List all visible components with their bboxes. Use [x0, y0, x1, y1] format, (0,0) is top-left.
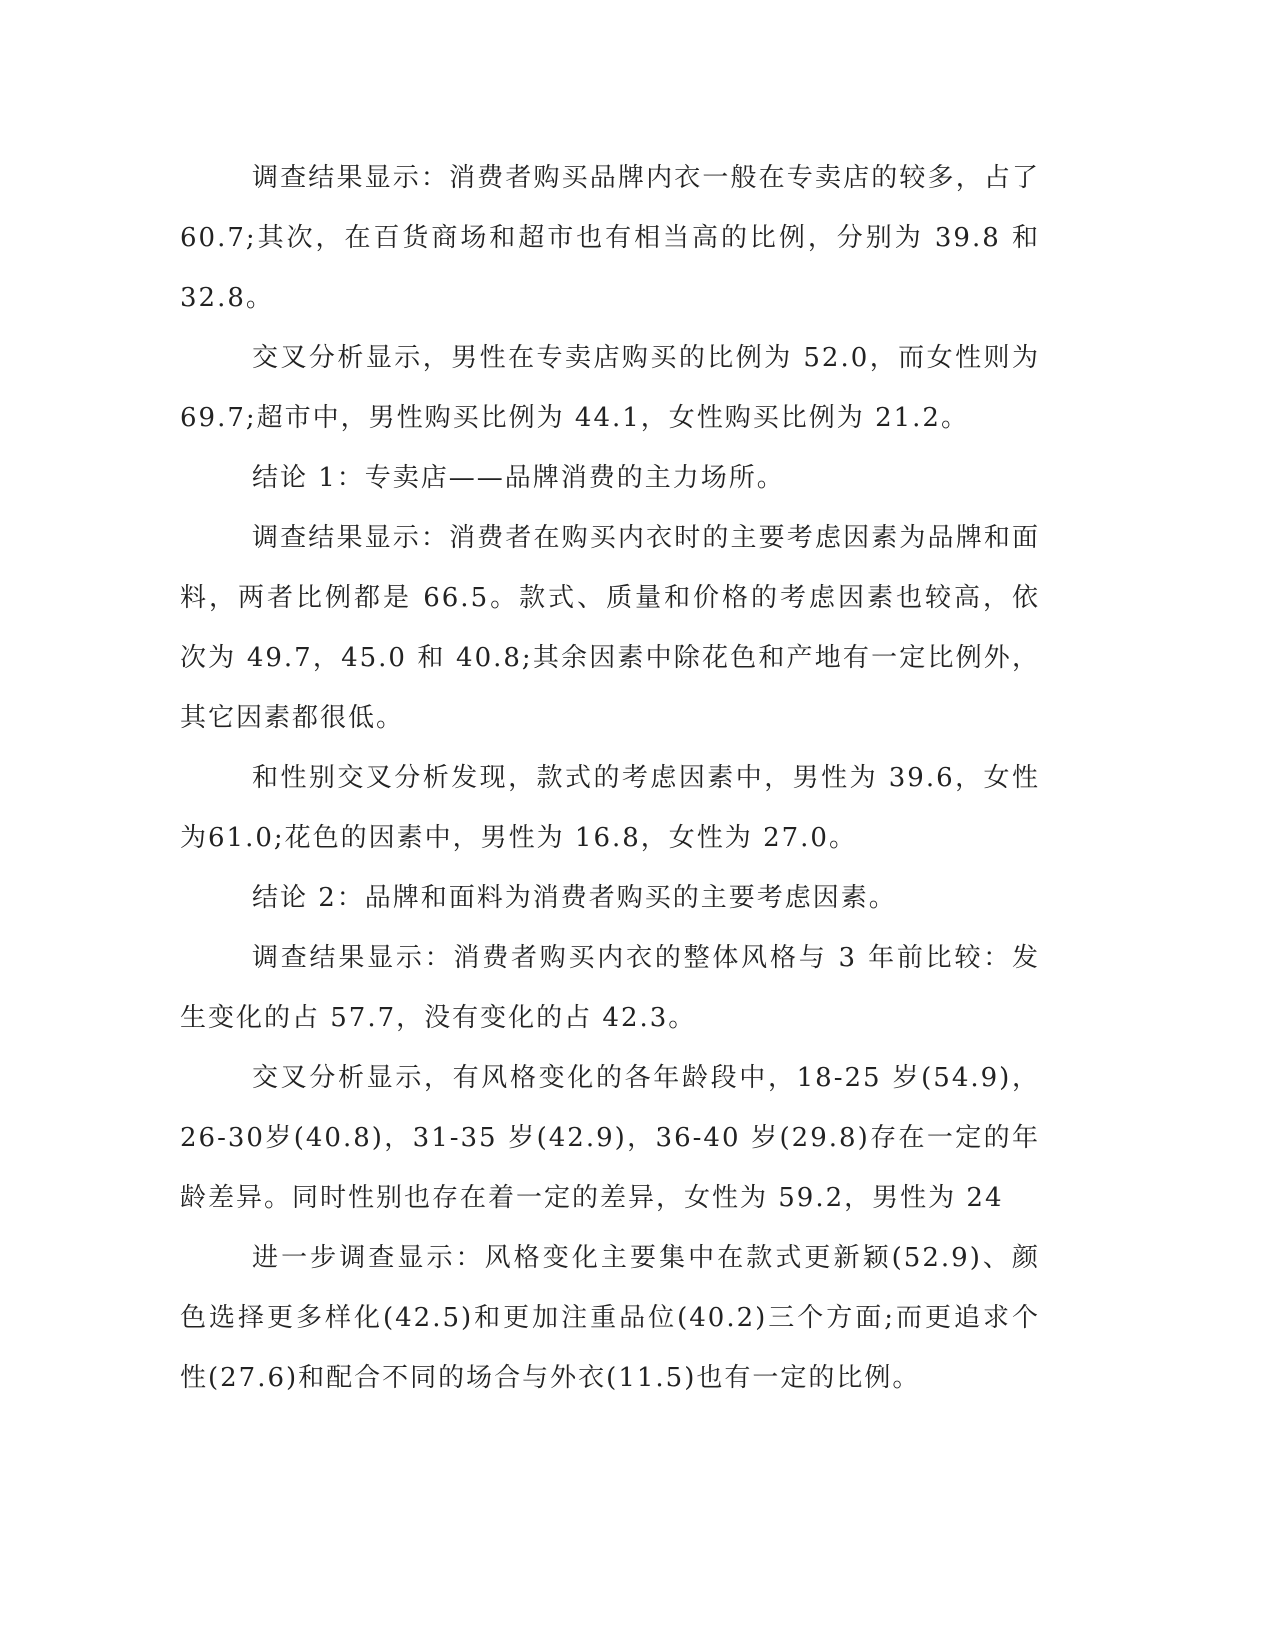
paragraph-age-style: 交叉分析显示，有风格变化的各年龄段中，18-25 岁(54.9)，26-30岁(40.8)，31-35 岁(42.9)，36-40 岁(29.8)存在一定的年龄差异。同时性别也存在着一定的差异，女性为 59.2，男性为 24 — [180, 1063, 1040, 1213]
paragraph-style-details: 进一步调查显示：风格变化主要集中在款式更新颖(52.9)、颜色选择更多样化(42.5)和更加注重品位(40.2)三个方面;而更追求个性(27.6)和配合不同的场合与外衣(11.5)也有一定的比例。 — [180, 1243, 1040, 1393]
paragraph-store-channel: 调查结果显示：消费者购买品牌内衣一般在专卖店的较多，占了60.7;其次，在百货商场和超市也有相当高的比例，分别为 39.8 和 32.8。 — [180, 163, 1040, 313]
paragraph-gender-factors: 和性别交叉分析发现，款式的考虑因素中，男性为 39.6，女性为61.0;花色的因素中，男性为 16.8，女性为 27.0。 — [180, 763, 1040, 853]
conclusion-1: 结论 1：专卖店——品牌消费的主力场所。 — [252, 463, 785, 493]
paragraph-style-change: 调查结果显示：消费者购买内衣的整体风格与 3 年前比较：发生变化的占 57.7，没有变化的占 42.3。 — [180, 943, 1040, 1033]
document-body — [180, 148, 1040, 1408]
paragraph-gender-channel: 交叉分析显示，男性在专卖店购买的比例为 52.0，而女性则为69.7;超市中，男性购买比例为 44.1，女性购买比例为 21.2。 — [180, 343, 1040, 433]
paragraph-purchase-factors: 调查结果显示：消费者在购买内衣时的主要考虑因素为品牌和面料，两者比例都是 66.5。款式、质量和价格的考虑因素也较高，依次为 49.7，45.0 和 40.8;其余因素中除花色和产地有一定比例外，其它因素都很低。 — [180, 523, 1040, 733]
conclusion-2: 结论 2：品牌和面料为消费者购买的主要考虑因素。 — [252, 883, 897, 913]
